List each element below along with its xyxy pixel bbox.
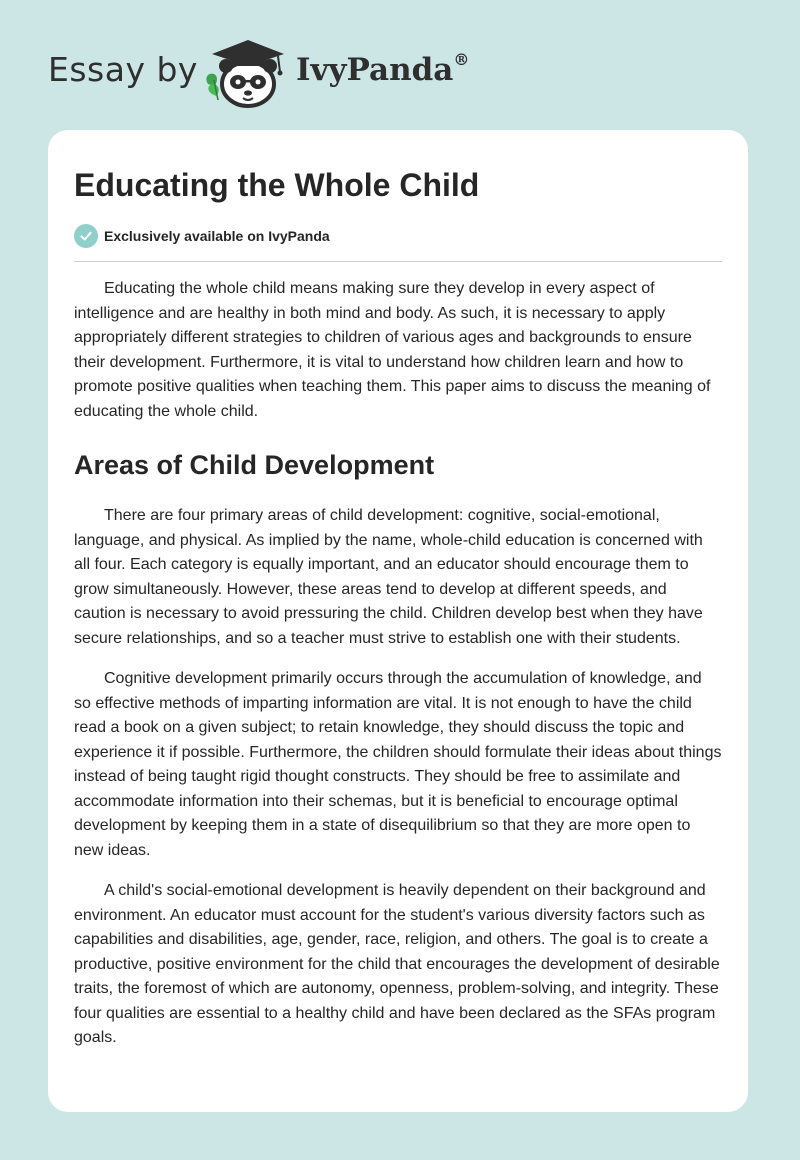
brand-name-text: IvyPanda	[296, 52, 454, 88]
exclusive-badge-text: Exclusively available on IvyPanda	[104, 228, 330, 244]
section-paragraph-3: A child's social-emotional development is heavily dependent on their background and environment. An educator must account for the student's various diversity factors such as capabilities and disabilities, age, gender, race, religion, and others. The goal is to create a productive, positive environment for the child that encourages the development of desirable traits, the foremost of which are autonomy, openness, problem-solving, and integrity. These four qualities are essential to a healthy child and have been declared as the SFAs program goals.	[74, 882, 720, 1046]
section-heading: Areas of Child Development	[74, 450, 435, 480]
check-circle-icon	[74, 224, 98, 248]
ivypanda-brand-name[interactable]	[296, 49, 470, 88]
exclusive-badge	[74, 222, 722, 250]
article-title: Educating the Whole Child	[74, 167, 480, 203]
section-paragraph-1: There are four primary areas of child development: cognitive, social-emotional, language, and physical. As implied by the name, whole-child education is concerned with all four. Each category is equally important, and an educator should encourage them to grow simultaneously. However, these areas tend to develop at different speeds, and caution is necessary to avoid pressuring the child. Children develop best when they have secure relationships, and so a teacher must strive to establish one with their students.	[74, 507, 703, 647]
ivypanda-logo-icon[interactable]	[200, 34, 290, 110]
intro-paragraph: Educating the whole child means making sure they develop in every aspect of intelligence and are healthy in both mind and body. As such, it is necessary to apply appropriately different strategies to children of various ages and backgrounds to ensure their development. Furthermore, it is vital to understand how children learn and how to promote positive qualities when teaching them. This paper aims to discuss the meaning of educating the whole child.	[74, 280, 711, 420]
registered-mark: ®	[453, 49, 470, 69]
title-divider	[74, 261, 722, 262]
section-paragraph-2: Cognitive development primarily occurs through the accumulation of knowledge, and so effective methods of imparting information are vital. It is not enough to have the child read a book on a given subject; to retain knowledge, they should discuss the topic and experience it if possible. Furthermore, the children should formulate their ideas about things instead of being taught rigid thought constructs. They should be free to assimilate and accommodate information into their schemas, but it is beneficial to encourage optimal development by keeping them in a state of disequilibrium so that they are more open to new ideas.	[74, 670, 722, 859]
essay-by-label: Essay by	[48, 50, 198, 89]
site-header	[0, 0, 800, 130]
article-card	[48, 130, 748, 1112]
